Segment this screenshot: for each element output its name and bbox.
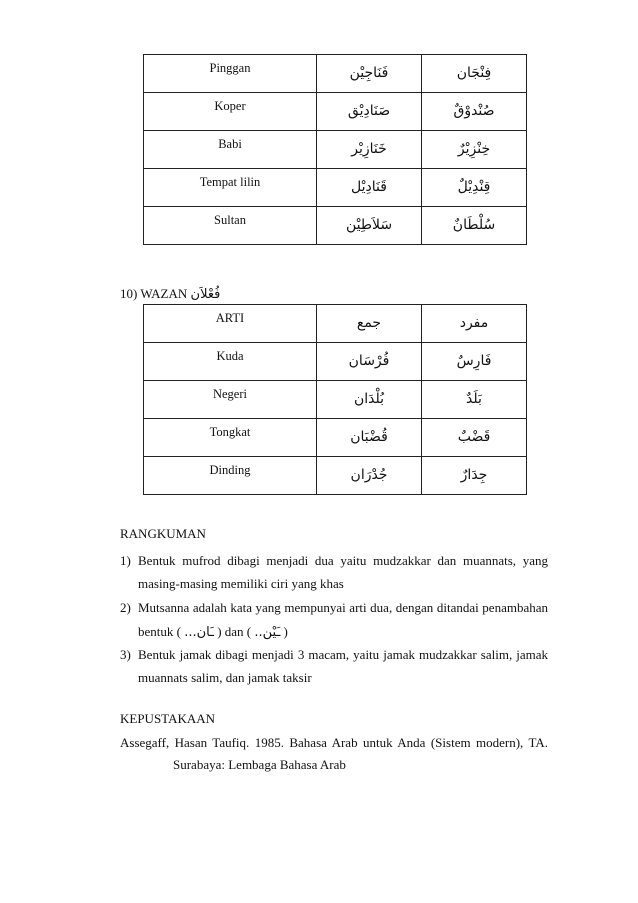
summary-item-3-line-1: Bentuk jamak dibagi menjadi 3 macam, yaitu jamak mudzakkar salim, jamak bbox=[138, 647, 548, 662]
table-cell-jamak: جُدْرَان bbox=[317, 457, 422, 495]
summary-item-3-number: 3) bbox=[120, 647, 131, 662]
table-cell-arti: Koper bbox=[144, 93, 317, 131]
summary-item-1-line-1: Bentuk mufrod dibagi menjadi dua yaitu mudzakkar dan muannats, yang bbox=[138, 553, 548, 568]
reference-line-1: Assegaff, Hasan Taufiq. 1985. Bahasa Arab untuk Anda (Sistem modern), TA. bbox=[120, 735, 548, 750]
table-cell-mufrod: سُلْطَانٌ bbox=[422, 207, 527, 245]
summary-item-1-number: 1) bbox=[120, 553, 131, 568]
table-cell-jamak: بُلْدَان bbox=[317, 381, 422, 419]
summary-item-1-line-2: masing-masing memiliki ciri yang khas bbox=[138, 576, 344, 591]
table-cell-mufrod: صُنْدوْقٌ bbox=[422, 93, 527, 131]
references-heading: KEPUSTAKAAN bbox=[120, 711, 216, 726]
table-cell-jamak: فَنَاجِيْن bbox=[317, 55, 422, 93]
table-cell-mufrod: قَضْبٌ bbox=[422, 419, 527, 457]
table-cell-jamak: قَنَادِيْل bbox=[317, 169, 422, 207]
reference-line-2: Surabaya: Lembaga Bahasa Arab bbox=[173, 757, 346, 772]
wazan-label: 10) WAZAN bbox=[120, 286, 188, 301]
table-cell-jamak: سَلاَطِيْن bbox=[317, 207, 422, 245]
vocabulary-table-2 bbox=[143, 304, 527, 495]
table-cell-jamak: قُضْبَان bbox=[317, 419, 422, 457]
table-row bbox=[144, 131, 527, 169]
table-row bbox=[144, 169, 527, 207]
wazan-heading bbox=[120, 286, 548, 303]
table-cell-arti: Tempat lilin bbox=[144, 169, 317, 207]
summary-item-2-number: 2) bbox=[120, 600, 131, 615]
table-cell-arti: Babi bbox=[144, 131, 317, 169]
table-cell-mufrod: جِدَارٌ bbox=[422, 457, 527, 495]
table-row bbox=[144, 457, 527, 495]
summary-item-3-line-2: muannats salim, dan jamak taksir bbox=[138, 670, 312, 685]
dual-suffix-an: ـَان... bbox=[184, 625, 214, 640]
table-row bbox=[144, 55, 527, 93]
table-header-row bbox=[144, 305, 527, 343]
table-cell-mufrod: فِنْجَان bbox=[422, 55, 527, 93]
table-cell-jamak: خَنَازِيْر bbox=[317, 131, 422, 169]
table-cell-mufrod: قِنْدِيْلٌ bbox=[422, 169, 527, 207]
table-header-mufrod: مفرد bbox=[422, 305, 527, 343]
table-cell-arti: Negeri bbox=[144, 381, 317, 419]
table-cell-arti: Tongkat bbox=[144, 419, 317, 457]
dual-suffix-ain: ـَيْن.. bbox=[254, 625, 281, 640]
table-cell-mufrod: بَلَدٌ bbox=[422, 381, 527, 419]
text-segment: ) bbox=[283, 624, 288, 639]
text-segment: ) dan ( bbox=[217, 624, 252, 639]
table-cell-mufrod: خِنْزِيْرٌ bbox=[422, 131, 527, 169]
table-header-jamak: جمع bbox=[317, 305, 422, 343]
table-cell-arti: Sultan bbox=[144, 207, 317, 245]
table-cell-jamak: فُرْسَان bbox=[317, 343, 422, 381]
table-cell-arti: Dinding bbox=[144, 457, 317, 495]
table-row bbox=[144, 381, 527, 419]
text-segment: bentuk ( bbox=[138, 624, 181, 639]
table-row bbox=[144, 93, 527, 131]
table-row bbox=[144, 419, 527, 457]
table-cell-mufrod: فَارِسٌ bbox=[422, 343, 527, 381]
table-cell-arti: Pinggan bbox=[144, 55, 317, 93]
table-cell-jamak: صَنَادِيْق bbox=[317, 93, 422, 131]
summary-heading: RANGKUMAN bbox=[120, 526, 206, 541]
table-header-arti: ARTI bbox=[144, 305, 317, 343]
table-cell-arti: Kuda bbox=[144, 343, 317, 381]
summary-item-2-line-2 bbox=[138, 624, 566, 641]
vocabulary-table-1 bbox=[143, 54, 527, 245]
table-row bbox=[144, 343, 527, 381]
summary-item-2-line-1: Mutsanna adalah kata yang mempunyai arti dua, dengan ditandai penambahan bbox=[138, 600, 548, 615]
table-row bbox=[144, 207, 527, 245]
wazan-arabic: فُعْلاَن bbox=[190, 287, 221, 302]
